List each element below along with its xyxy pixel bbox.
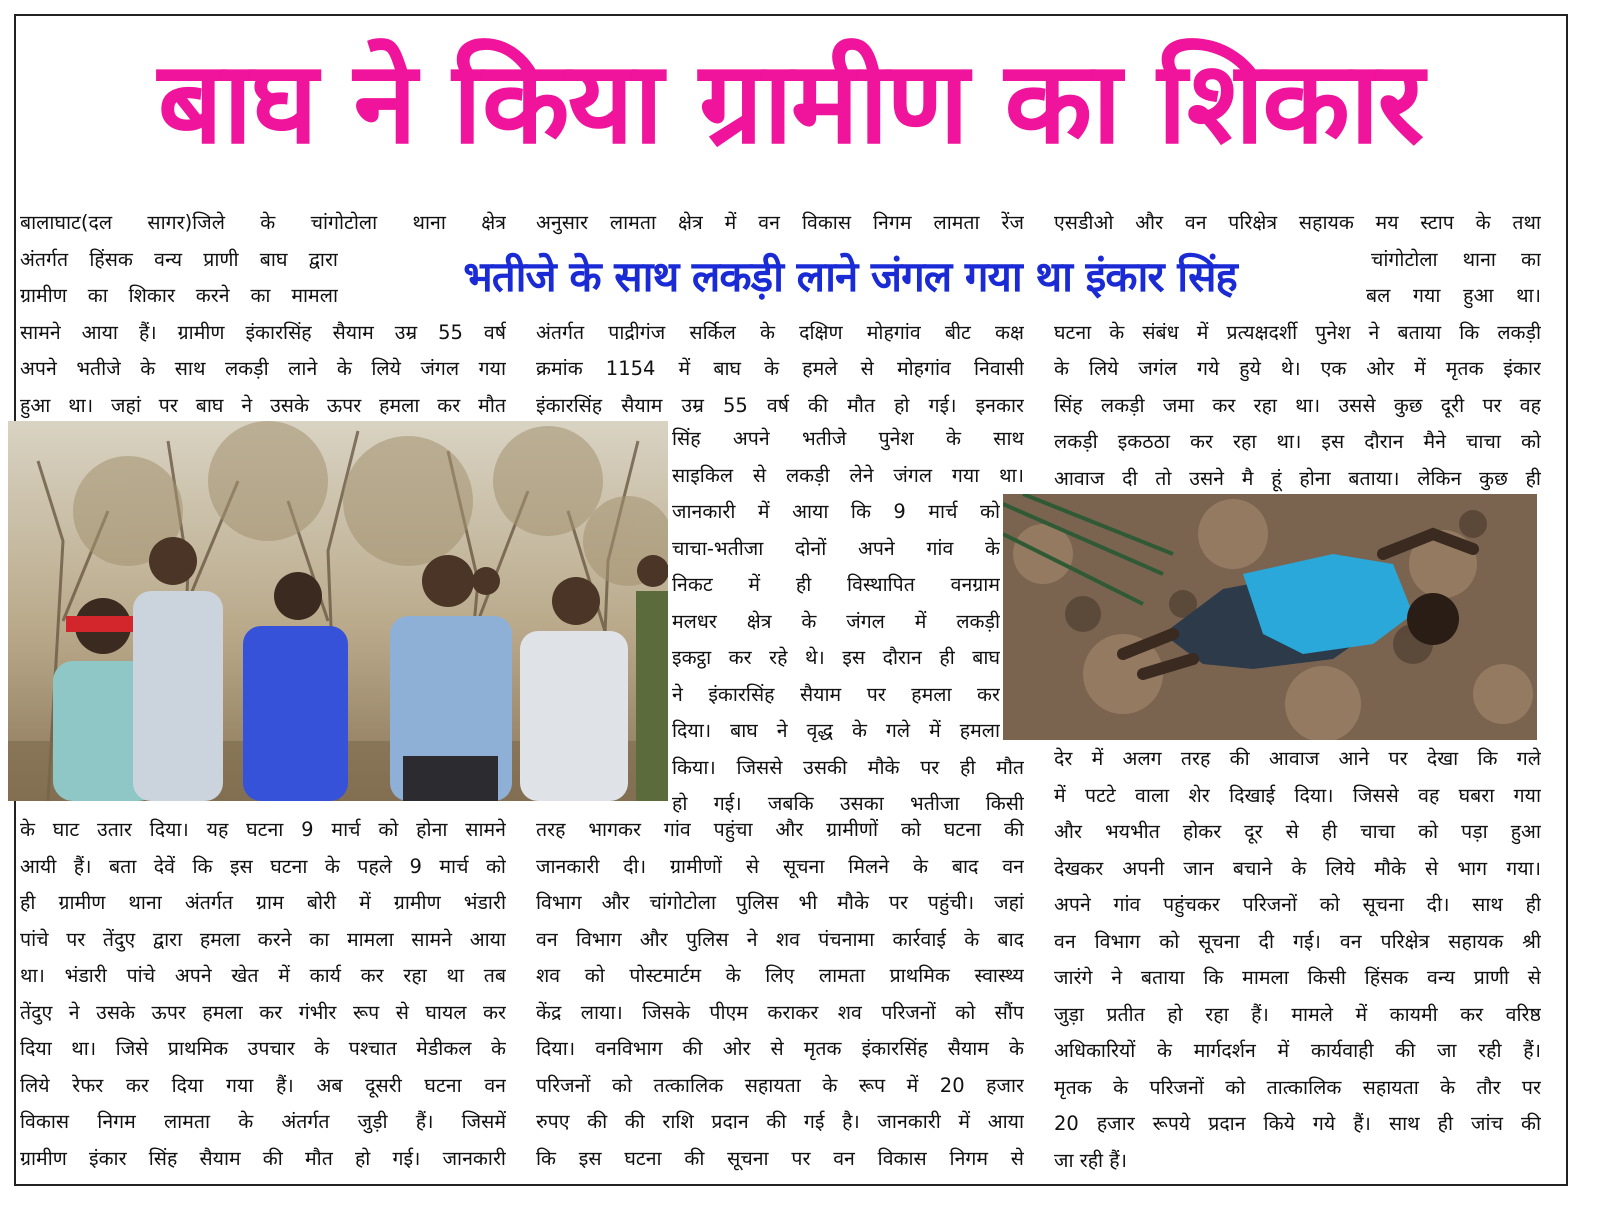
text-line: देखकर अपनी जान बचाने के लिये मौके से भाग गया। [1054,856,1541,880]
text-line: साइकिल से लकड़ी लेने जंगल गया था। [672,463,1024,487]
text-line: सिंह अपने भतीजे पुनेश के साथ [672,427,1024,450]
text-line: बालाघाट(दल सागर)जिले के चांगोटोला थाना क्षेत्र [20,211,506,234]
text-line: पांचे पर तेंदुए द्वारा हमला करने का मामला सामने आया [20,927,506,951]
text-line: बल गया हुआ था। [1366,284,1541,307]
text-line: सामने आया हैं। ग्रामीण इंकारसिंह सैयाम उम्र 55 वर्ष [20,320,506,344]
text-line: अपने गांव पहुंचकर परिजनों को सूचना दी। साथ ही [1054,893,1541,916]
text-line: हुआ था। जहां पर बाघ ने उसके ऊपर हमला कर मौत [20,393,506,417]
text-line: आयी हैं। बता देवें कि इस घटना के पहले 9 मार्च को [20,854,506,878]
text-line: किया। जिससे उसकी मौके पर ही मौत [672,755,1024,779]
subheadline: भतीजे के साथ लकड़ी लाने जंगल गया था इंकार सिंह [340,243,1360,311]
col1-bottom-text [20,812,506,1177]
text-line: अंतर्गत हिंसक वन्य प्राणी बाघ द्वारा [20,247,338,271]
text-line: के घाट उतार दिया। यह घटना 9 मार्च को होना सामने [20,818,506,841]
text-line: रुपए की की राशि प्रदान की गई है। जानकारी में आया [536,1110,1024,1133]
text-line: सिंह लकड़ी जमा कर रहा था। उससे कुछ दूरी पर वह [1054,393,1541,417]
text-line: जारंगे ने बताया कि मामला किसी हिंसक वन्य प्राणी से [1054,966,1541,989]
text-line: इकट्ठा कर रहे थे। इस दौरान ही बाघ [672,646,1000,669]
text-line: में पटटे वाला शेर दिखाई दिया। जिससे वह घबरा गया [1054,783,1541,807]
text-line: निकट में ही विस्थापित वनग्राम [672,573,1000,596]
text-line: हो गई। जबकि उसका भतीजा किसी [672,792,1024,815]
text-line: लिये रेफर कर दिया गया हैं। अब दूसरी घटना वन [20,1073,506,1097]
text-line: अंतर्गत पाद्रीगंज सर्किल के दक्षिण मोहगांव बीट कक्ष [536,320,1024,344]
text-line: के लिये जगंल गये हुये थे। एक ओर में मृतक इंकार [1054,357,1541,380]
text-line: केंद्र लाया। जिसके पीएम कराकर शव परिजनों को सौंप [536,1000,1024,1024]
text-line: तरह भागकर गांव पहुंचा और ग्रामीणों को घटना की [536,818,1024,841]
text-line: था। भंडारी पांचे अपने खेत में कार्य कर रहा था तब [20,964,506,987]
text-line: अधिकारियों के मार्गदर्शन में कार्यवाही की जा रही हैं। [1054,1039,1541,1062]
text-line: अनुसार लामता क्षेत्र में वन विकास निगम लामता रेंज [536,211,1024,234]
col2-mid-text [672,421,1024,823]
text-line: जा रही हैं। [1054,1148,1128,1172]
text-line: तेंदुए ने उसके ऊपर हमला कर गंभीर रूप से घायल कर [20,1000,506,1024]
text-line: मृतक के परिजनों को तात्कालिक सहायता के तौर पर [1054,1075,1541,1099]
text-line: इंकारसिंह सैयाम उम्र 55 वर्ष की मौत हो गई। इनकार [536,393,1024,417]
text-line: और भयभीत होकर दूर से ही चाचा को पड़ा हुआ [1054,820,1541,843]
text-line: क्रमांक 1154 में बाघ के हमले से मोहगांव निवासी [536,357,1024,380]
text-line: विकास निगम लामता के अंतर्गत जुड़ी हैं। जिसमें [20,1110,506,1133]
text-line: विभाग और चांगोटोला पुलिस भी मौके पर पहुंची। जहां [536,891,1024,914]
text-line: जानकारी दी। ग्रामीणों से सूचना मिलने के बाद वन [536,854,1024,878]
text-line: आवाज दी तो उसने मै हूं होना बताया। लेकिन कुछ ही [1054,466,1541,490]
text-line: 20 हजार रूपये प्रदान किये गये हैं। साथ ही जांच की [1054,1112,1541,1135]
text-line: ने इंकारसिंह सैयाम पर हमला कर [672,682,1000,706]
text-line: ग्रामीण इंकार सिंह सैयाम की मौत हो गई। जानकारी [20,1146,506,1170]
text-line: देर में अलग तरह की आवाज आने पर देखा कि गले [1054,747,1541,770]
text-line: अपने भतीजे के साथ लकड़ी लाने के लिये जंगल गया [20,357,506,380]
col2-bottom-text [536,812,1024,1177]
text-line: चाचा-भतीजा दोनों अपने गांव के [672,536,1000,560]
text-line: मलधर क्षेत्र के जंगल में लकड़ी [672,609,1000,633]
col3-bottom-text [1054,741,1541,1179]
text-line: दिया। बाघ ने वृद्ध के गले में हमला [672,719,1000,742]
text-line: चांगोटोला थाना का [1371,247,1541,271]
text-line: वन विभाग को सूचना दी गई। वन परिक्षेत्र सहायक श्री [1054,929,1541,953]
headline: बाघ ने किया ग्रामीण का शिकार [157,36,1423,169]
text-line: कि इस घटना की सूचना पर वन विकास निगम से [536,1146,1024,1170]
text-line: एसडीओ और वन परिक्षेत्र सहायक मय स्टाप के तथा [1054,211,1541,234]
text-line: ही ग्रामीण थाना अंतर्गत ग्राम बोरी में ग्रामीण भंडारी [20,891,506,914]
text-line: दिया था। जिसे प्राथमिक उपचार के पश्चात मेडीकल के [20,1037,506,1060]
text-line: जानकारी में आया कि 9 मार्च को [672,500,1000,523]
col1-top-text [20,205,506,424]
text-line: घटना के संबंध में प्रत्यक्षदर्शी पुनेश ने बताया कि लकड़ी [1054,320,1541,344]
text-line: लकड़ी इकठठा कर रहा था। इस दौरान मैने चाचा को [1054,430,1541,453]
text-line: ग्रामीण का शिकार करने का मामला [20,284,338,307]
text-line: दिया। वनविभाग की ओर से मृतक इंकारसिंह सैयाम के [536,1037,1024,1060]
text-line: वन विभाग और पुलिस ने शव पंचनामा कार्रवाई के बाद [536,927,1024,951]
text-line: परिजनों को तत्कालिक सहायता के रूप में 20 हजार [536,1073,1024,1097]
col2-top-text [536,205,1024,424]
text-line: शव को पोस्टमार्टम के लिए लामता प्राथमिक स्वास्थ्य [536,964,1024,987]
text-line: जुड़ा प्रतीत हो रहा हैं। मामले में कायमी कर वरिष्ठ [1054,1002,1541,1026]
victim-photo [1003,494,1537,740]
villagers-photo [8,421,668,801]
